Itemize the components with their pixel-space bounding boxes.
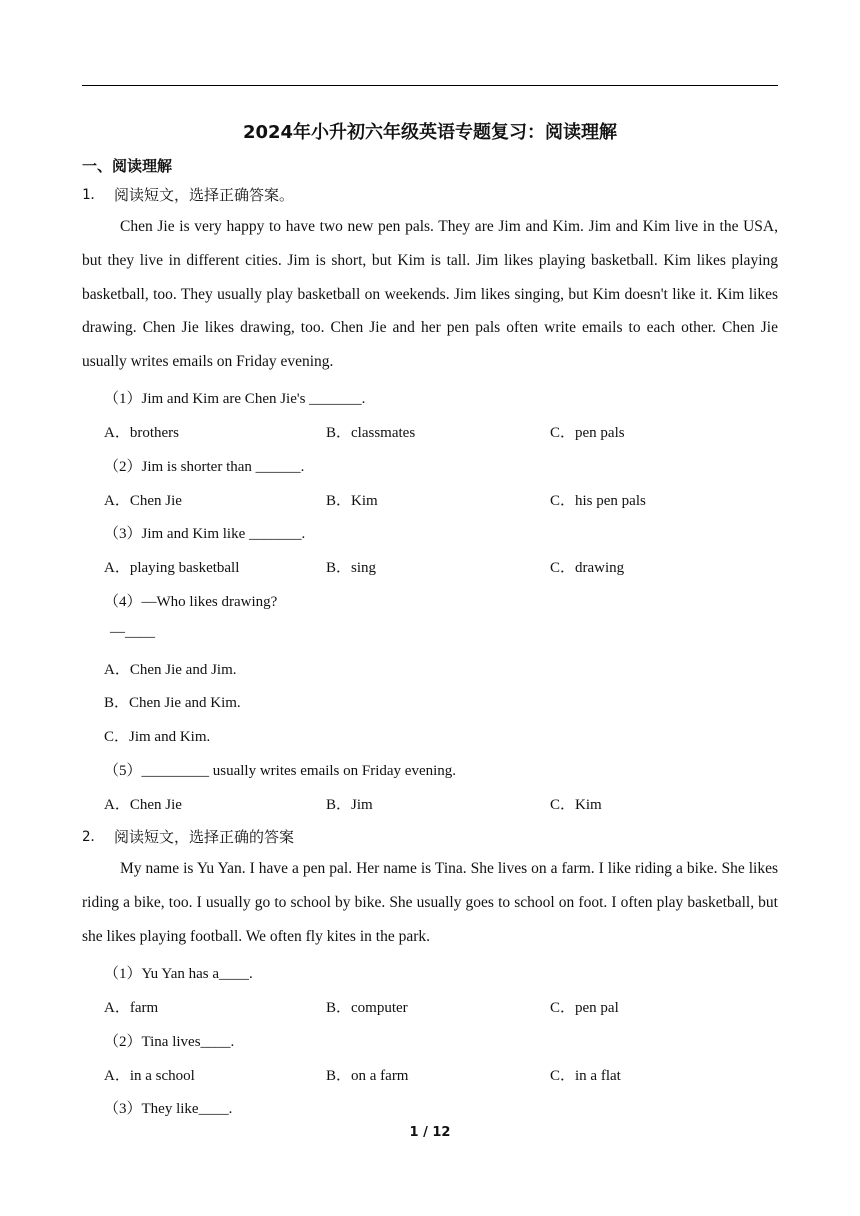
q2-sub1-question: （1）Yu Yan has a____.: [104, 966, 253, 982]
document-title: 2024年小升初六年级英语专题复习：阅读理解: [242, 122, 618, 143]
q2-sub1-option-c[interactable]: C．pen pal: [550, 1000, 619, 1016]
q1-sub4-option-a[interactable]: A．Chen Jie and Jim.: [104, 662, 237, 678]
header-rule: [82, 85, 778, 86]
section-heading: 一、阅读理解: [82, 157, 173, 175]
q1-sub1-option-a[interactable]: A．brothers: [104, 425, 179, 441]
q1-sub2-option-a[interactable]: A．Chen Jie: [104, 493, 182, 509]
question-1-passage: Chen Jie is very happy to have two new pen pals. They are Jim and Kim. Jim and Kim live in the USA, but they live in different cities. Jim is short, but Kim is tall. Jim likes playing basketball. Kim likes playing basketball, too. They usually play basketball on weekends. Jim likes singing, but Kim doesn't like it. Kim likes drawing. Chen Jie likes drawing, too. Chen Jie and her pen pals often write emails to each other. Chen Jie usually writes emails on Friday evening.: [82, 218, 778, 371]
q1-sub5-option-c[interactable]: C．Kim: [550, 797, 602, 813]
q1-sub1-question: （1）Jim and Kim are Chen Jie's _______.: [104, 391, 366, 407]
q1-sub3-question: （3）Jim and Kim like _______.: [104, 526, 306, 542]
question-2-number: 2．: [82, 829, 105, 845]
question-1-number: 1．: [82, 187, 105, 203]
q1-sub5-option-b[interactable]: B．Jim: [326, 797, 373, 813]
q1-sub5-option-a[interactable]: A．Chen Jie: [104, 797, 182, 813]
question-2-instruction: 阅读短文，选择正确的答案: [114, 828, 295, 846]
q1-sub2-question: （2）Jim is shorter than ______.: [104, 459, 305, 475]
q2-sub1-option-b[interactable]: B．computer: [326, 1000, 408, 1016]
q1-sub4-answer-line: —____: [110, 624, 155, 640]
question-2-passage: My name is Yu Yan. I have a pen pal. Her name is Tina. She lives on a farm. I like riding a bike. She likes riding a bike, too. I usually go to school by bike. She usually goes to school on foot. I often play basketball, but she likes playing football. We often fly kites in the park.: [82, 860, 778, 945]
q1-sub4-option-c[interactable]: C．Jim and Kim.: [104, 729, 211, 745]
q1-sub1-option-b[interactable]: B．classmates: [326, 425, 416, 441]
q1-sub3-option-b[interactable]: B．sing: [326, 560, 377, 576]
q1-sub5-question: （5）_________ usually writes emails on Friday evening.: [104, 763, 457, 779]
q2-sub1-option-a[interactable]: A．farm: [104, 1000, 159, 1016]
q1-sub3-option-c[interactable]: C．drawing: [550, 560, 625, 576]
q2-sub2-question: （2）Tina lives____.: [104, 1034, 235, 1050]
q2-sub2-option-c[interactable]: C．in a flat: [550, 1068, 621, 1084]
q1-sub2-option-c[interactable]: C．his pen pals: [550, 493, 646, 509]
q2-sub3-question: （3）They like____.: [104, 1101, 233, 1117]
question-1-instruction: 阅读短文，选择正确答案。: [114, 186, 295, 204]
q2-sub2-option-a[interactable]: A．in a school: [104, 1068, 195, 1084]
page-number: 1 / 12: [409, 1125, 451, 1140]
q1-sub2-option-b[interactable]: B．Kim: [326, 493, 378, 509]
q2-sub2-option-b[interactable]: B．on a farm: [326, 1068, 409, 1084]
q1-sub4-question: （4）—Who likes drawing?: [104, 594, 278, 610]
q1-sub3-option-a[interactable]: A．playing basketball: [104, 560, 240, 576]
q1-sub4-option-b[interactable]: B．Chen Jie and Kim.: [104, 695, 241, 711]
q1-sub1-option-c[interactable]: C．pen pals: [550, 425, 625, 441]
